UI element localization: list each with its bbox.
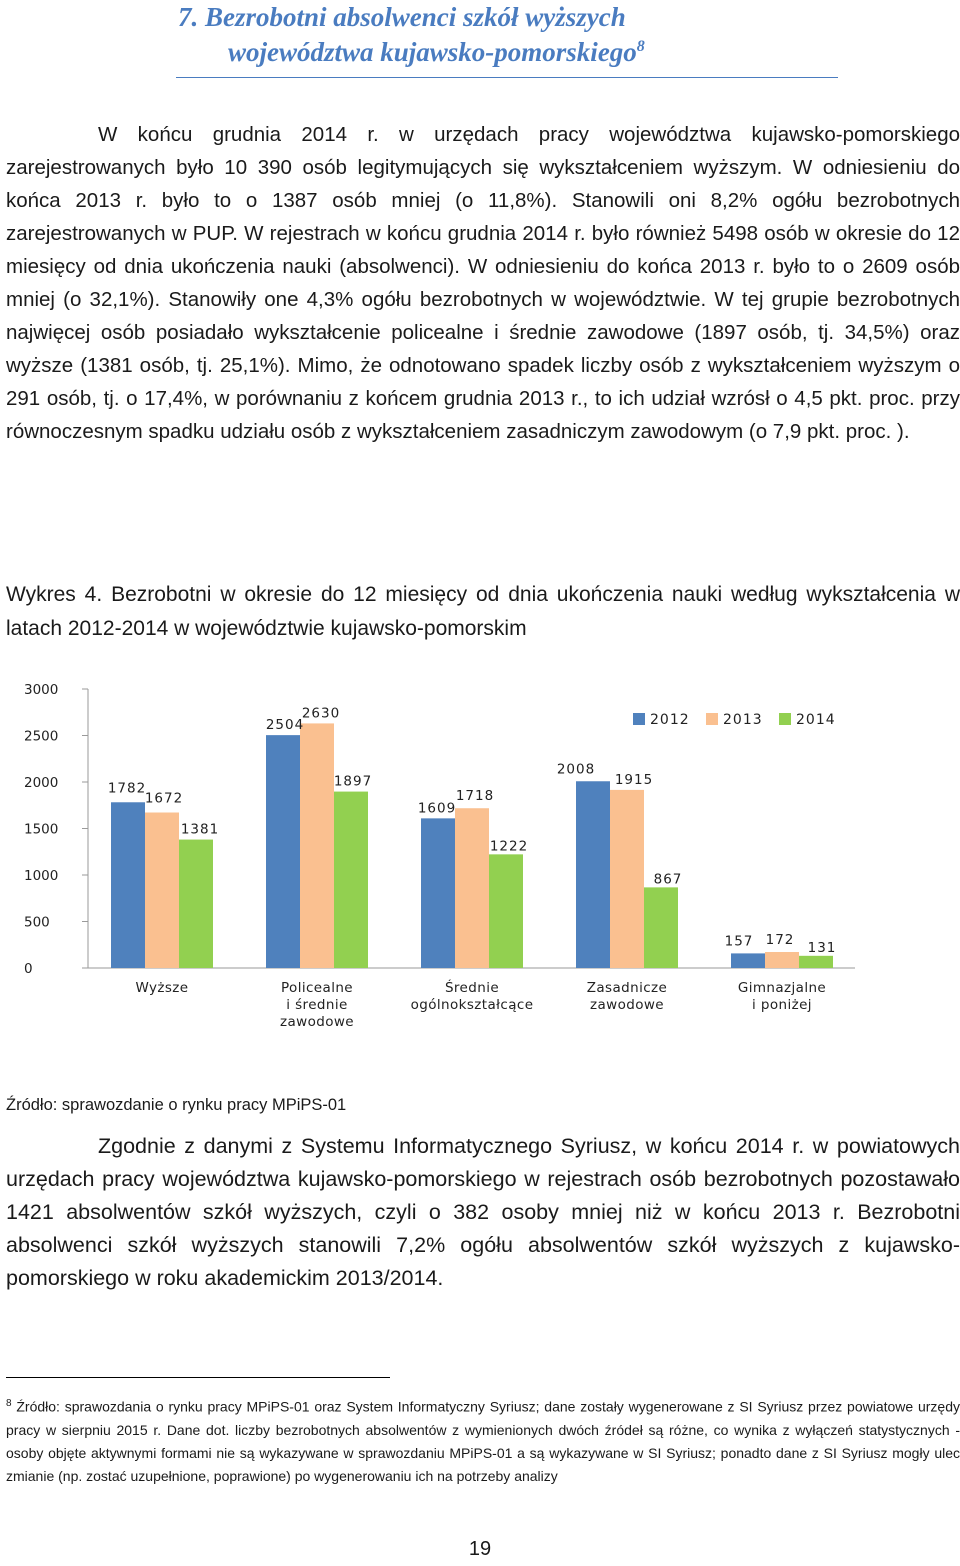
bar [765, 952, 799, 968]
bar [489, 854, 523, 968]
data-label: 1897 [333, 773, 373, 790]
bar [644, 887, 678, 968]
bar [300, 723, 334, 968]
bar [179, 840, 213, 968]
page-number: 19 [468, 1538, 492, 1560]
category-label: Zasadnicze [586, 980, 668, 996]
category-label: zawodowe [279, 1014, 355, 1030]
heading-underline [176, 77, 838, 78]
legend-swatch [706, 713, 718, 725]
data-label: 157 [724, 933, 754, 950]
paragraph-intro: W końcu grudnia 2014 r. w urzędach pracy województwa kujawsko-pomorskiego zarejestrowanych było 10 390 osób legitymujących się wykształceniem wyższym. W odniesieniu do końca 2013 r. było to o 1387 osób mniej (o 11,8%). Stanowili oni 8,2% ogółu bezrobotnych zarejestrowanych w PUP. W rejestrach w końcu grudnia 2014 r. było również 5498 osób w okresie do 12 miesięcy od dnia ukończenia nauki (absolwenci). W odniesieniu do końca 2013 r. było to o 2609 osób mniej (o 32,1%). Stanowiły one 4,3% ogółu bezrobotnych w województwie. W tej grupie bezrobotnych najwięcej osób posiadało wykształcenie policealne i średnie zawodowe (1897 osób, tj. 34,5%) oraz wyższe (1381 osób, tj. 25,1%). Mimo, że odnotowano spadek liczby osób z wykształceniem wyższym o 291 osób, tj. o 17,4%, w porównaniu z końcem grudnia 2013 r., to ich udział wzrósł o 4,5 pkt. proc. przy równoczesnym spadku udziału osób z wykształceniem zasadniczym zawodowym (o 7,9 pkt. proc. ). [6, 123, 960, 443]
paragraph-syriusz: Zgodnie z danymi z Systemu Informatycznego Syriusz, w końcu 2014 r. w powiatowych urzędach pracy województwa kujawsko-pomorskiego w rejestrach osób bezrobotnych pozostawało 1421 absolwentów szkół wyższych, czyli o 382 osoby mniej niż w końcu 2013 r. Bezrobotni absolwenci szkół wyższych stanowili 7,2% ogółu absolwentów szkół wyższych z kujawsko-pomorskiego w roku akademickim 2013/2014. [6, 1134, 960, 1290]
legend-swatch [779, 713, 791, 725]
footnote [6, 1392, 960, 1488]
section-heading [178, 0, 818, 70]
bar [576, 781, 610, 968]
legend-label: 2013 [723, 712, 763, 728]
category-label: Gimnazjalne [737, 980, 827, 996]
bar [334, 792, 368, 968]
y-tick-label: 2000 [24, 775, 59, 791]
category-label: ogólnokształcące [410, 997, 534, 1013]
footnote-number: 8 [6, 1398, 12, 1409]
category-label: Policealne [280, 980, 354, 996]
data-label: 1782 [107, 780, 147, 797]
data-label: 1222 [489, 838, 529, 855]
bar [455, 808, 489, 968]
footnote-text: Źródło: sprawozdania o rynku pracy MPiPS-01 oraz System Informatyczny Syriusz; dane zostały wygenerowane z SI Syriusz przez powiatowe urzędy pracy w sierpniu 2015 r. Dane dot. liczby bezrobotnych absolwentów z wymienionych dwóch źródeł są różne, co wynika z wyłączeń statystycznych - osoby objęte aktywnymi formami nie są wykazywane w sprawozdaniu MPiPS-01 a są wykazywane w SI Syriusz; ponadto dane z SI Syriusz mogły ulec zmianie (np. zostać uzupełnione, poprawione) po wygenerowaniu ich na potrzeby analizy [6, 1398, 960, 1484]
y-tick-label: 3000 [24, 682, 59, 698]
data-label: 1609 [417, 800, 457, 817]
x-axis-labels [135, 978, 826, 1030]
bar [266, 735, 300, 968]
legend [633, 712, 836, 728]
section-heading-line2 [178, 35, 818, 70]
bar [111, 802, 145, 968]
data-label: 2008 [556, 761, 596, 778]
bars [111, 723, 833, 968]
bar-chart [0, 660, 960, 1080]
legend-swatch [633, 713, 645, 725]
bar [731, 953, 765, 968]
bar [421, 818, 455, 968]
data-label: 1672 [144, 790, 184, 807]
y-tick-label: 1500 [24, 821, 59, 838]
footnote-reference[interactable]: 8 [636, 38, 645, 55]
bar [799, 956, 833, 968]
y-tick-label: 2500 [24, 728, 59, 745]
category-label: zawodowe [589, 997, 665, 1013]
y-tick-label: 500 [24, 914, 50, 931]
data-label: 1915 [614, 771, 654, 788]
category-label: i poniżej [752, 997, 812, 1013]
category-label: Średnie [444, 980, 500, 996]
section-heading-line1: 7. Bezrobotni absolwenci szkół wyższych [178, 2, 626, 32]
data-label: 1718 [455, 788, 495, 805]
y-tick-label: 1000 [24, 868, 59, 884]
section-heading-line2-text: województwa kujawsko-pomorskiego [228, 37, 637, 67]
data-label: 2504 [265, 717, 305, 734]
data-label: 1381 [180, 821, 220, 838]
legend-label: 2012 [650, 712, 690, 728]
category-label: Wyższe [135, 980, 189, 996]
chart-source-note: Źródło: sprawozdanie o rynku pracy MPiPS-01 [6, 1096, 347, 1114]
y-tick-label: 0 [24, 961, 33, 977]
chart-caption: Wykres 4. Bezrobotni w okresie do 12 miesięcy od dnia ukończenia nauki według wykształcenia w latach 2012-2014 w województwie kujawsko-pomorskim [6, 583, 960, 640]
bar [610, 790, 644, 968]
footnote-separator [6, 1377, 390, 1378]
data-label: 172 [765, 932, 795, 949]
data-label: 2630 [301, 705, 341, 722]
legend-label: 2014 [796, 712, 836, 728]
bar [145, 813, 179, 968]
data-label: 131 [807, 939, 837, 956]
data-label: 867 [653, 871, 683, 888]
category-label: i średnie [286, 997, 348, 1013]
